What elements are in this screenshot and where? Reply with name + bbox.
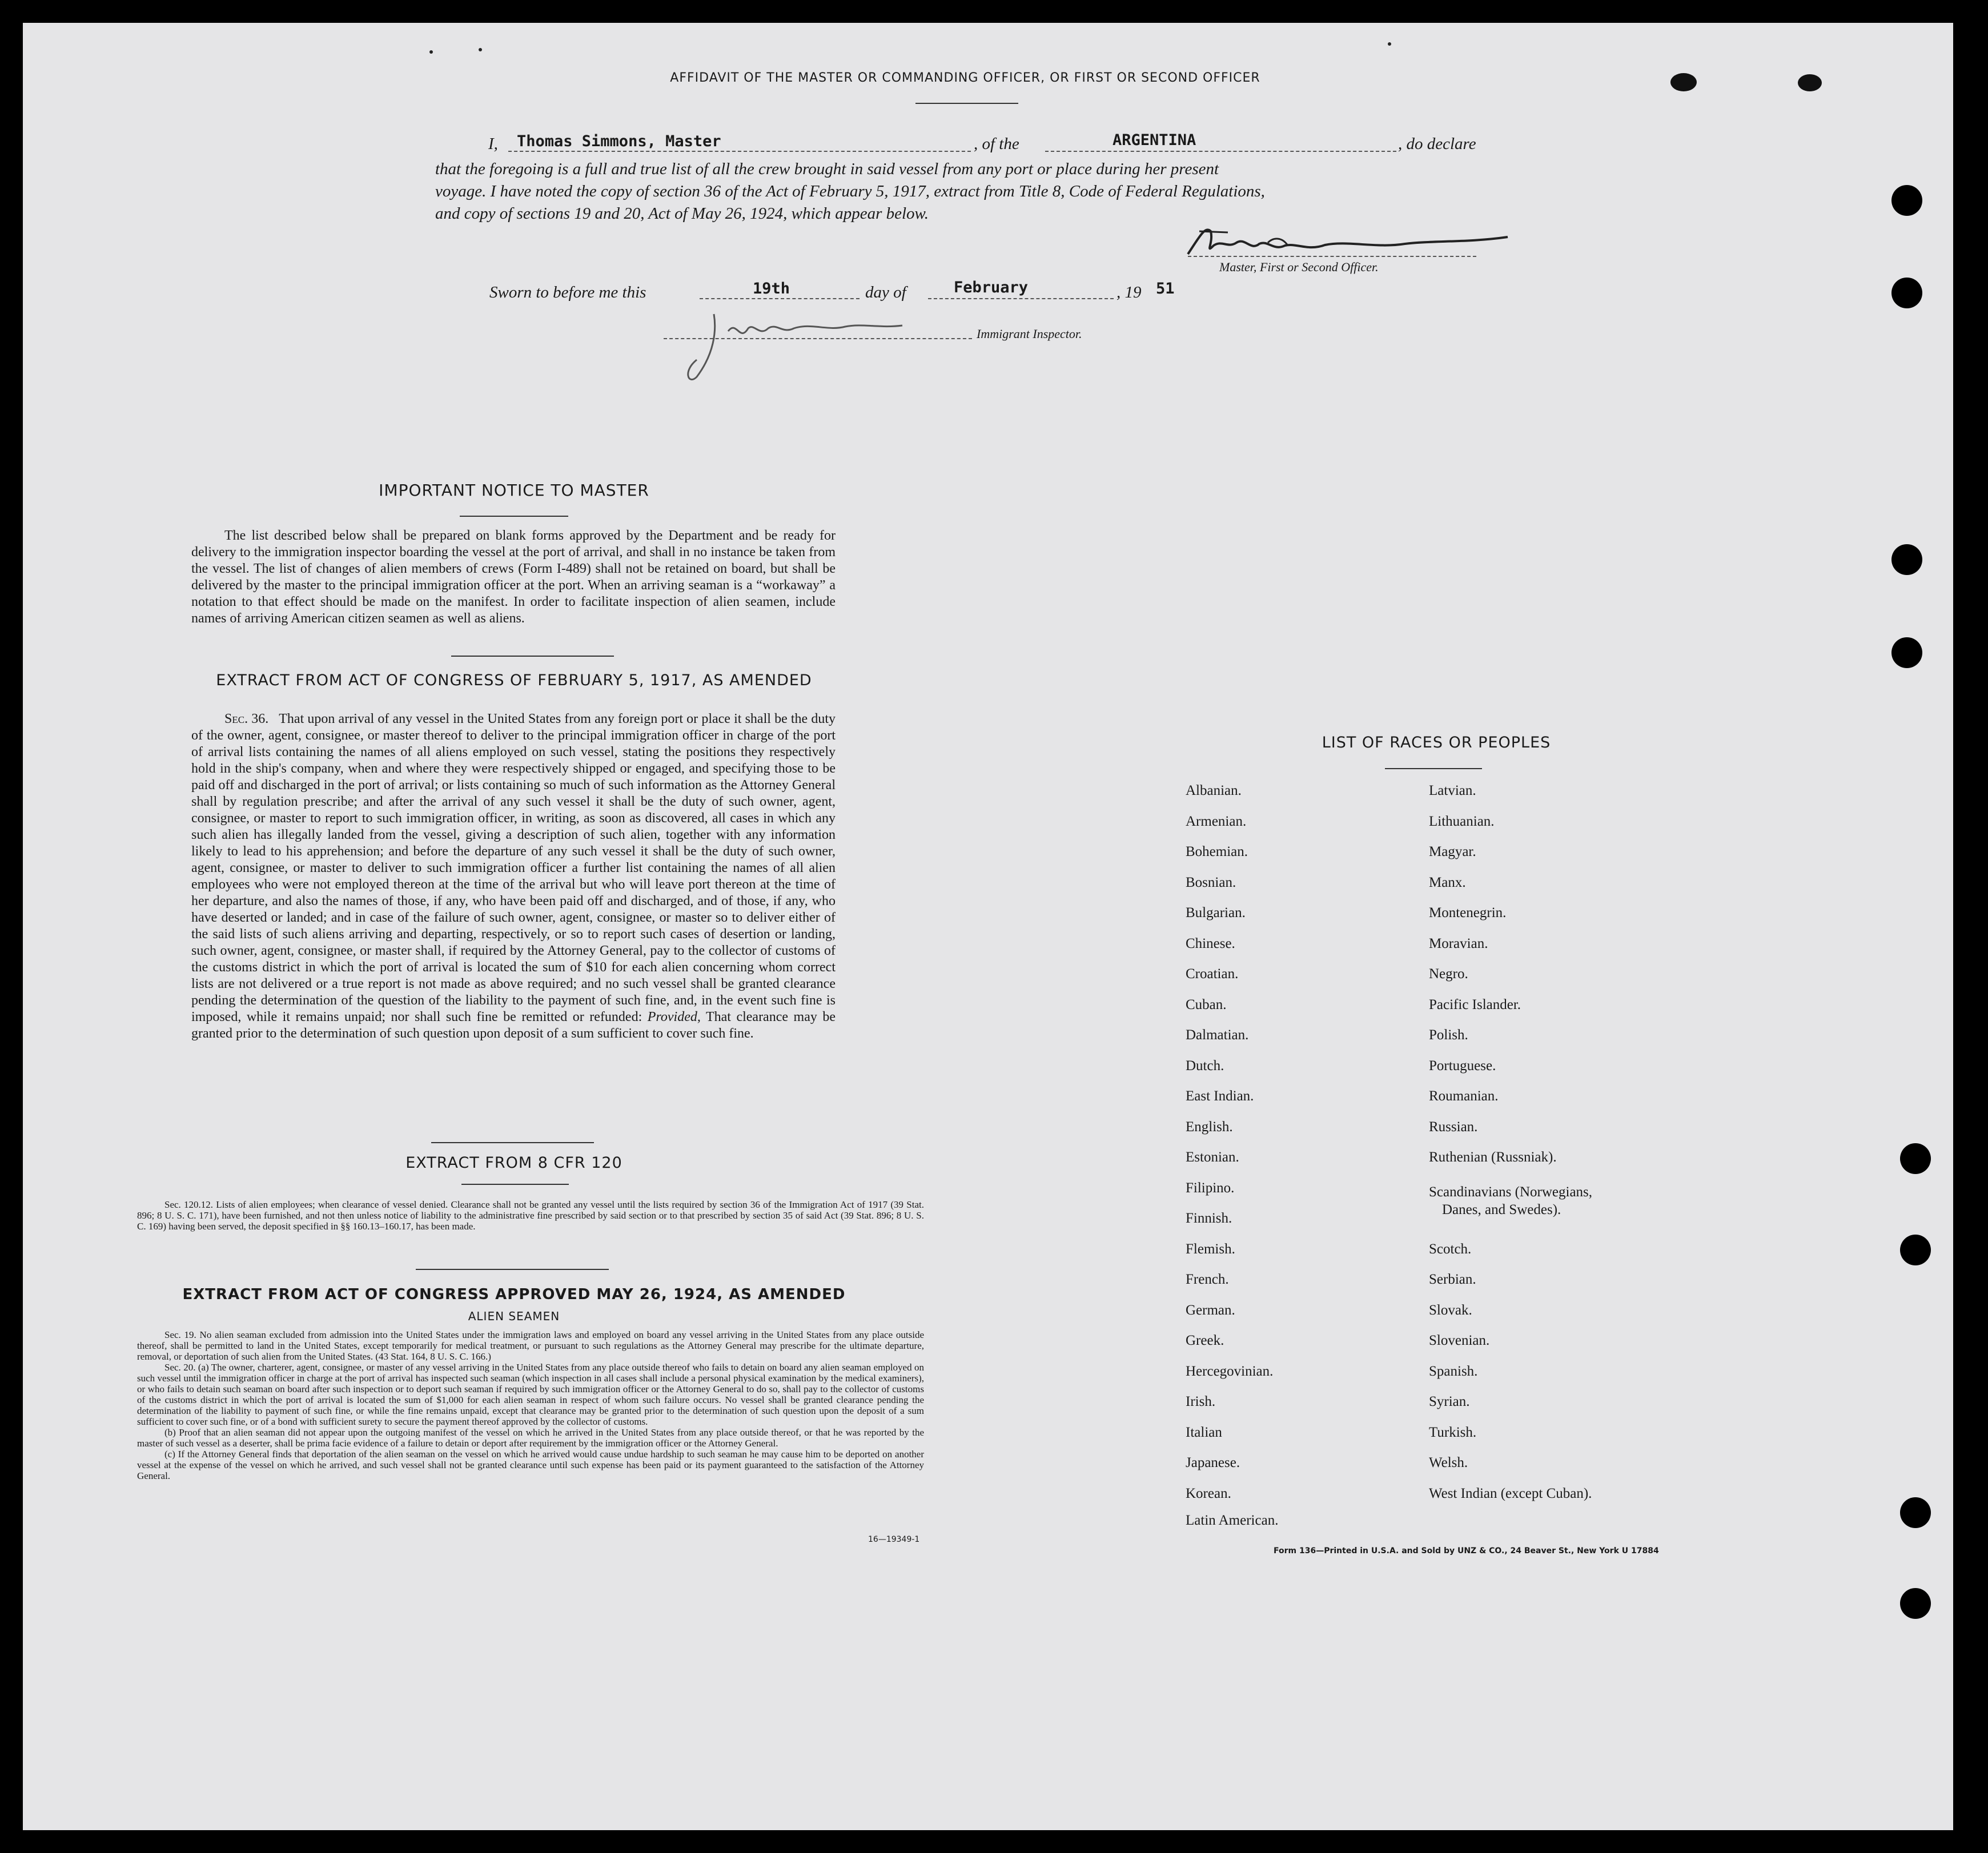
sworn-month: February <box>954 279 1029 296</box>
race-item: Latin American. <box>1186 1513 1279 1528</box>
day-line <box>700 298 860 299</box>
section-label: Sec. 36. <box>224 712 269 726</box>
race-item: Flemish. <box>1186 1241 1235 1257</box>
section-text: That upon arrival of any vessel in the United States from any foreign port or place it shall be the duty of the owner, agent, consignee, or master thereof to deliver to the principal immigration officer in charge of the port of arrival lists containing the names of all aliens employed on such vessel, stating the positions they respectively hold in the ship's company, when and where they were respectively shipped or engaged, and specifying those to be paid off and discharged in the port of arrival; or lists containing so much of such information as the Attorney General shall by regulation prescribe; and after the arrival of any such vessel it shall be the duty of such owner, agent, consignee, or master to report to such immigration officer, in writing, as soon as discovered, all cases in which any such alien has illegally landed from the vessel, giving a description of such alien, together with any information likely to lead to his apprehension; and before the departure of any such vessel it shall be the duty of such owner, agent, consignee, or master to deliver to such immigration officer a further list containing the names of all alien employees who were not employed thereon at the time of the arrival but who will leave port thereon at the time of her departure, and also the names of those, if any, who have been paid off and discharged, and of those, if any, who have deserted or landed; and in case of the failure of such owner, agent, consignee, or master so to deliver either of the said lists of such aliens arriving and departing, respectively, or so to report such cases of desertion or landing, such owner, agent, consignee, or master shall, if required by the Attorney General, pay to the collector of customs of the customs district in which the port of arrival is located the sum of $10 for each alien concerning whom correct lists are not delivered or a true report is not made as above required; and no such vessel shall be granted clearance pending the determination of the question of the liability to the payment of such fine, and, in the event such fine is imposed, while it remains unpaid; nor shall such fine be remitted or refunded: <box>191 712 836 1024</box>
race-item: Armenian. <box>1186 814 1247 829</box>
race-item: Korean. <box>1186 1486 1231 1501</box>
race-item: Magyar. <box>1429 844 1476 859</box>
form-code: 16—19349-1 <box>868 1535 920 1544</box>
divider <box>451 656 614 657</box>
races-title: LIST OF RACES OR PEOPLES <box>1322 734 1551 751</box>
sworn-prefix: Sworn to before me this <box>489 283 646 302</box>
form-printer-line: Form 136—Printed in U.S.A. and Sold by UNZ & CO., 24 Beaver St., New York U 17884 <box>1274 1546 1659 1555</box>
vessel-name: ARGENTINA <box>1113 131 1196 149</box>
section-20b: (b) Proof that an alien seaman did not appear upon the outgoing manifest of the vessel on which he arrived in the United States from any place outside thereof, or that he was reported by the master of such vessel as a deserter, shall be prima facie evidence of a failure to detain or deport after requirement by the immigration officer or the Attorney General. <box>137 1427 924 1449</box>
race-item: Russian. <box>1429 1119 1478 1135</box>
divider <box>461 1184 569 1185</box>
race-item: Ruthenian (Russniak). <box>1429 1149 1557 1165</box>
race-item: Cuban. <box>1186 997 1227 1012</box>
race-item-continued: Danes, and Swedes). <box>1442 1202 1561 1217</box>
race-item: Montenegrin. <box>1429 905 1507 921</box>
punch-hole <box>1900 1235 1931 1265</box>
race-item: Albanian. <box>1186 783 1242 798</box>
statement-line: and copy of sections 19 and 20, Act of May 26, 1924, which appear below. <box>435 204 929 223</box>
race-item: Japanese. <box>1186 1455 1240 1470</box>
extract-cfr-body: Sec. 120.12. Lists of alien employees; when clearance of vessel denied. Clearance shall not be granted any vessel until the lists required by section 36 of the Immigration Act of 1917 (39 Stat. 896; 8 U. S. C. 171), have been furnished, and not then unless notice of liability to the administrative fine prescribed by said section or to that prescribed by section 35 of said Act (39 Stat. 896; 8 U. S. C. 169) having been served, the deposit specified in §§ 160.13–160.17, has been made. <box>137 1199 924 1232</box>
divider <box>1385 768 1482 769</box>
day-of-label: day of <box>865 283 906 302</box>
master-name: Thomas Simmons, Master <box>517 132 721 150</box>
inspector-signature <box>674 308 914 388</box>
punch-hole <box>1891 278 1922 308</box>
inspector-line <box>664 338 972 339</box>
section-19: Sec. 19. No alien seaman excluded from admission into the United States under the immigration laws and employed on board any vessel arriving in the United States from any place outside thereof, shall be permitted to land in the United States, except temporarily for medical treatment, or pursuant to such regulations as the Attorney General may prescribe for the ultimate departure, removal, or deportation of such alien from the United States. (43 Stat. 164, 8 U. S. C. 166.) <box>137 1329 924 1362</box>
race-item: Dalmatian. <box>1186 1027 1249 1043</box>
race-item: Polish. <box>1429 1027 1468 1043</box>
divider <box>460 516 568 517</box>
race-item: Greek. <box>1186 1333 1224 1348</box>
race-item: Chinese. <box>1186 936 1235 951</box>
race-item: Lithuanian. <box>1429 814 1495 829</box>
race-item: Negro. <box>1429 966 1468 982</box>
extract-1924-body <box>137 1329 924 1481</box>
race-item: Slovak. <box>1429 1303 1472 1318</box>
race-item: Syrian. <box>1429 1394 1470 1409</box>
race-item: Portuguese. <box>1429 1058 1496 1074</box>
punch-hole <box>1900 1497 1931 1528</box>
race-item: Scandinavians (Norwegians, <box>1429 1184 1593 1200</box>
race-item: Bosnian. <box>1186 875 1236 890</box>
signature-caption: Master, First or Second Officer. <box>1219 260 1379 274</box>
section-20c: (c) If the Attorney General finds that deportation of the alien seaman on the vessel on which he arrived would cause undue hardship to such seaman he may cause him to be deported on another vessel at the expense of the vessel on which he arrived, and such vessel shall not be granted clearance until such expense has been paid or its payment guaranteed to the satisfaction of the Attorney General. <box>137 1449 924 1481</box>
race-item: Bohemian. <box>1186 844 1248 859</box>
extract-cfr-title: EXTRACT FROM 8 CFR 120 <box>405 1154 622 1172</box>
extract-1924-title: EXTRACT FROM ACT OF CONGRESS APPROVED MAY 26, 1924, AS AMENDED <box>182 1286 846 1303</box>
race-item: Estonian. <box>1186 1149 1239 1165</box>
do-declare-label: , do declare <box>1398 135 1476 153</box>
ink-blot <box>1798 74 1822 91</box>
race-item: Hercegovinian. <box>1186 1364 1274 1379</box>
race-item: Bulgarian. <box>1186 905 1246 921</box>
divider <box>915 103 1018 104</box>
race-item: French. <box>1186 1272 1229 1287</box>
section-20a: Sec. 20. (a) The owner, charterer, agent, consignee, or master of any vessel arriving in the United States from any place outside thereof who fails to detain on board any alien seaman employed on such vessel until the immigration officer in charge at the port of arrival has inspected such seaman (which inspection in all cases shall include a personal physical examination by the medical examiners), or who fails to detain such seaman on board after such inspection or to deport such seaman if required by such immigration officer or the Attorney General to do so, shall pay to the collector of customs of the customs district in which the port of arrival is located the sum of $1,000 for each alien seaman in respect of whom such failure occurs. No vessel shall be granted clearance pending the determination of the liability to payment of such fine, or while the fine remains unpaid, except that clearance may be granted prior to the determination of such question upon the deposit of a sum sufficient to cover such fine, or of a bond with sufficient surety to secure the payment thereof approved by the collector of customs. <box>137 1362 924 1427</box>
section-text: That clearance may be granted prior to the determination of such question upon deposit of a sum sufficient to cover such fine. <box>191 1010 836 1041</box>
paper-speck <box>479 48 482 51</box>
punch-hole <box>1891 637 1922 668</box>
race-item: Latvian. <box>1429 783 1476 798</box>
declaration-prefix: I, <box>488 135 498 153</box>
race-item: Croatian. <box>1186 966 1239 982</box>
divider <box>416 1269 609 1270</box>
vessel-line <box>1045 151 1396 152</box>
paper-speck <box>1388 42 1391 46</box>
notice-body: The list described below shall be prepared on blank forms approved by the Department and be ready for delivery to the immigration inspector boarding the vessel at the port of arrival, and shall in no instance be taken from the vessel. The list of changes of alien members of crews (Form I-489) shall not be retained on board, but shall be delivered by the master to the principal immigration officer at the port. When an arriving seaman is a “workaway” a notation to that effect should be made on the manifest. In order to facilitate inspection of alien seamen, include names of arriving American citizen seamen as well as aliens. <box>191 528 836 626</box>
race-item: English. <box>1186 1119 1233 1135</box>
race-item: Serbian. <box>1429 1272 1476 1287</box>
affidavit-title: AFFIDAVIT OF THE MASTER OR COMMANDING OFFICER, OR FIRST OR SECOND OFFICER <box>670 71 1260 85</box>
punch-hole <box>1891 185 1922 216</box>
race-item: Italian <box>1186 1425 1222 1440</box>
ink-blot <box>1670 73 1697 91</box>
race-item: German. <box>1186 1303 1235 1318</box>
race-item: Slovenian. <box>1429 1333 1490 1348</box>
divider <box>431 1142 594 1143</box>
race-item: Scotch. <box>1429 1241 1472 1257</box>
master-signature <box>1182 220 1513 266</box>
punch-hole <box>1891 544 1922 575</box>
extract-1917-body <box>191 711 836 1042</box>
race-item: Pacific Islander. <box>1429 997 1521 1012</box>
of-the-label: , of the <box>974 135 1019 153</box>
race-item: Moravian. <box>1429 936 1488 951</box>
race-item: Welsh. <box>1429 1455 1468 1470</box>
race-item: Spanish. <box>1429 1364 1478 1379</box>
race-item: Irish. <box>1186 1394 1216 1409</box>
statement-line: that the foregoing is a full and true list of all the crew brought in said vessel from any port or place during her present <box>435 160 1219 178</box>
race-item: Manx. <box>1429 875 1466 890</box>
punch-hole <box>1900 1143 1931 1174</box>
race-item: Roumanian. <box>1429 1088 1499 1104</box>
extract-1917-title: EXTRACT FROM ACT OF CONGRESS OF FEBRUARY 5, 1917, AS AMENDED <box>216 672 812 689</box>
inspector-caption: Immigrant Inspector. <box>977 327 1082 341</box>
race-item: Turkish. <box>1429 1425 1477 1440</box>
statement-line: voyage. I have noted the copy of section 36 of the Act of February 5, 1917, extract from Title 8, Code of Federal Regulations, <box>435 182 1265 200</box>
paper-speck <box>429 50 433 54</box>
race-item: Finnish. <box>1186 1211 1232 1226</box>
year-suffix: 51 <box>1156 280 1175 298</box>
punch-hole <box>1900 1588 1931 1619</box>
sworn-day: 19th <box>753 280 790 298</box>
race-item: West Indian (except Cuban). <box>1429 1486 1592 1501</box>
name-line <box>508 151 971 152</box>
signature-line <box>1188 256 1476 257</box>
year-prefix: , 19 <box>1117 283 1142 302</box>
notice-title: IMPORTANT NOTICE TO MASTER <box>379 481 649 500</box>
month-line <box>928 298 1114 299</box>
extract-1924-subtitle: ALIEN SEAMEN <box>468 1309 560 1323</box>
race-item: Dutch. <box>1186 1058 1224 1074</box>
race-item: Filipino. <box>1186 1180 1235 1196</box>
proviso: Provided, <box>647 1010 701 1024</box>
race-item: East Indian. <box>1186 1088 1254 1104</box>
